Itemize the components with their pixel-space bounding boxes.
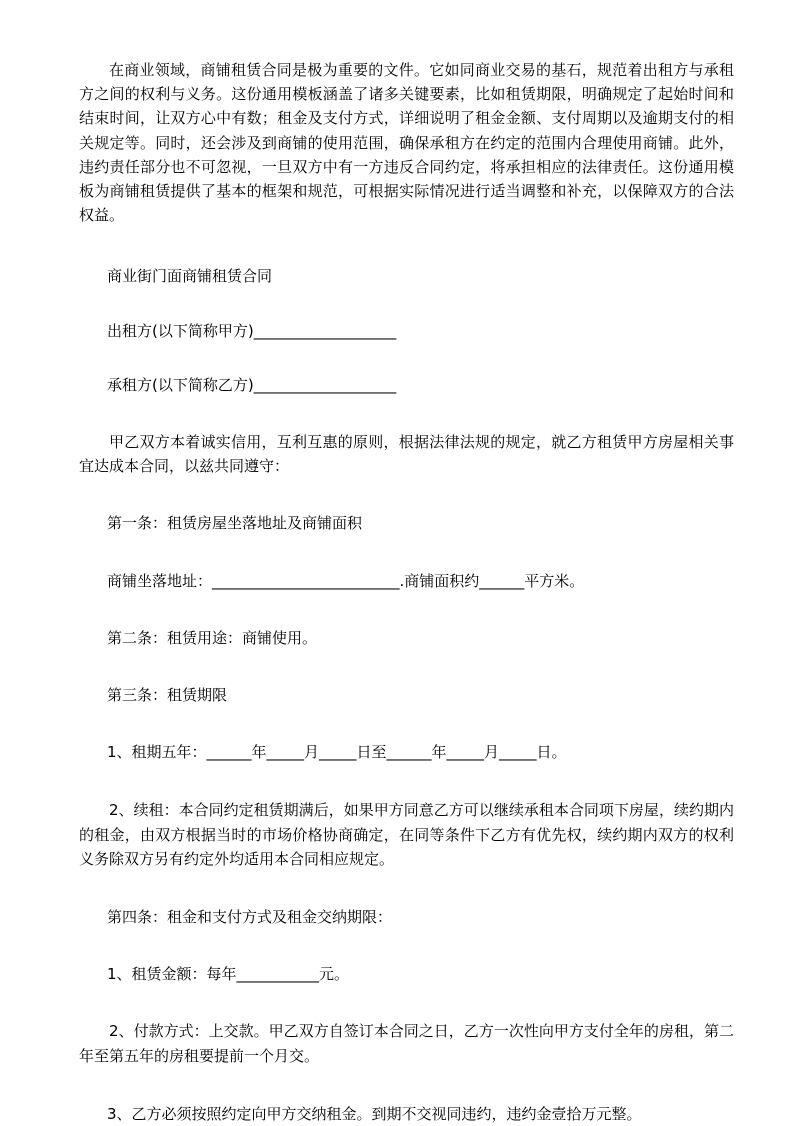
article4-item3: 3、乙方必须按照约定向甲方交纳租金。到期不交视同违约，违约金壹拾万元整。 bbox=[107, 1104, 642, 1123]
lessee-line: 承租方(以下简称乙方)___________________ bbox=[107, 375, 397, 394]
article2-text: 第二条：租赁用途：商铺使用。 bbox=[107, 628, 318, 647]
preamble-paragraph: 甲乙双方本着诚实信用，互利互惠的原则，根据法律法规的规定，就乙方租赁甲方房屋相关事宜达成本合同，以兹共同遵守： bbox=[79, 433, 734, 476]
document-page bbox=[79, 58, 734, 1126]
contract-title: 商业街门面商铺租赁合同 bbox=[107, 267, 273, 286]
article4-title: 第四条：租金和支付方式及租金交纳期限： bbox=[107, 908, 393, 927]
article4-item1: 1、租赁金额：每年___________元。 bbox=[107, 965, 350, 984]
article3-title: 第三条：租赁期限 bbox=[107, 686, 228, 705]
article3-item1: 1、租期五年：______年_____月_____日至______年_____月_____日。 bbox=[107, 743, 567, 762]
lessor-line: 出租方(以下简称甲方)___________________ bbox=[107, 321, 397, 340]
article1-text: 商铺坐落地址：_________________________.商铺面积约______平方米。 bbox=[107, 571, 585, 590]
article1-title: 第一条：租赁房屋坐落地址及商铺面积 bbox=[107, 514, 363, 533]
article4-item2: 2、付款方式：上交款。甲乙双方自签订本合同之日，乙方一次性向甲方支付全年的房租，第二年至第五年的房租要提前一个月交。 bbox=[79, 1022, 734, 1065]
intro-paragraph: 在商业领域，商铺租赁合同是极为重要的文件。它如同商业交易的基石，规范着出租方与承租方之间的权利与义务。这份通用模板涵盖了诸多关键要素，比如租赁期限，明确规定了起始时间和结束时间，让双方心中有数；租金及支付方式，详细说明了租金金额、支付周期以及逾期支付的相关规定等。同时，还会涉及到商铺的使用范围，确保承租方在约定的范围内合理使用商铺。此外，违约责任部分也不可忽视，一旦双方中有一方违反合同约定，将承担相应的法律责任。这份通用模板为商铺租赁提供了基本的框架和规范，可根据实际情况进行适当调整和补充，以保障双方的合法权益。 bbox=[79, 61, 734, 225]
article3-item2: 2、续租：本合同约定租赁期满后，如果甲方同意乙方可以继续承租本合同项下房屋，续约期内的租金，由双方根据当时的市场价格协商确定，在同等条件下乙方有优先权，续约期内双方的权利义务除双方另有约定外均适用本合同相应规定。 bbox=[79, 801, 734, 868]
